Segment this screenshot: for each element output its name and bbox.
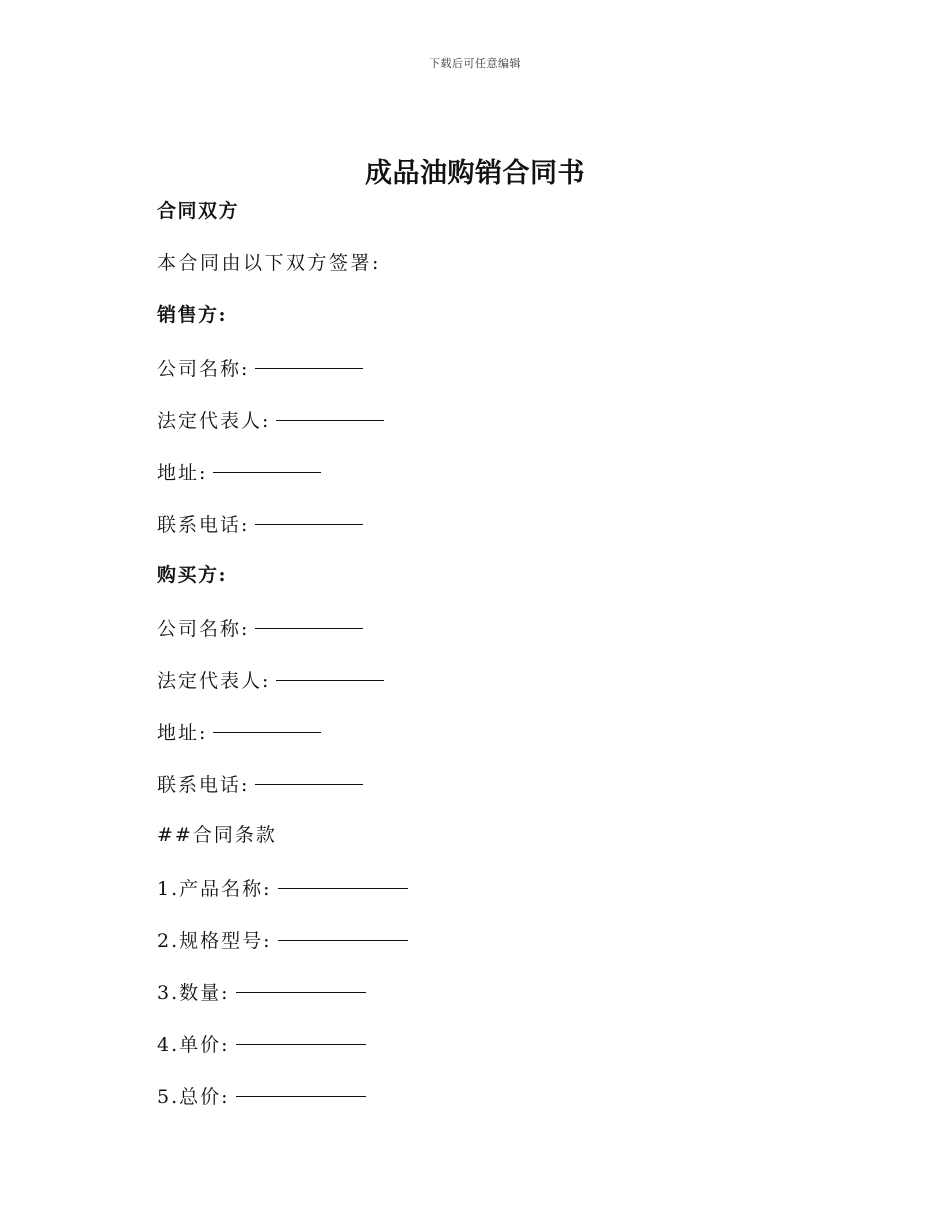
term-quantity [157,976,797,1028]
buyer-heading: 购买方: [157,564,228,586]
term-unit-price-blank[interactable] [236,1022,366,1045]
buyer-legal-rep-label: 法定代表人: [157,670,271,692]
seller-phone-field [157,508,797,560]
buyer-address-blank[interactable] [213,710,321,733]
intro-text: 本合同由以下双方签署: [157,252,381,274]
buyer-phone-field [157,768,797,820]
parties-heading: 合同双方 [157,200,240,222]
term-quantity-label: 3.数量: [157,982,230,1004]
terms-heading: ##合同条款 [157,824,277,846]
term-product-name-label: 1.产品名称: [157,878,272,900]
term-spec-model [157,924,797,976]
term-quantity-blank[interactable] [236,970,366,993]
buyer-legal-rep-blank[interactable] [276,658,384,681]
term-product-name [157,872,797,924]
buyer-company-blank[interactable] [255,606,363,629]
buyer-address-label: 地址: [157,722,208,744]
seller-legal-rep-blank[interactable] [276,398,384,421]
seller-address-blank[interactable] [213,450,321,473]
term-product-name-blank[interactable] [278,866,408,889]
buyer-address-field [157,716,797,768]
term-spec-model-blank[interactable] [278,918,408,941]
seller-address-label: 地址: [157,462,208,484]
buyer-company-label: 公司名称: [157,618,250,640]
term-unit-price-label: 4.单价: [157,1034,230,1056]
buyer-company-field [157,612,797,664]
buyer-legal-rep-field [157,664,797,716]
term-total-price [157,1080,797,1132]
seller-heading: 销售方: [157,304,228,326]
document-body [157,196,797,1132]
seller-legal-rep-field [157,404,797,456]
seller-legal-rep-label: 法定代表人: [157,410,271,432]
buyer-phone-label: 联系电话: [157,774,250,796]
buyer-phone-blank[interactable] [255,762,363,785]
seller-phone-label: 联系电话: [157,514,250,536]
seller-company-label: 公司名称: [157,358,250,380]
seller-company-field [157,352,797,404]
document-title: 成品油购销合同书 [365,158,585,189]
page-header-note: 下载后可任意编辑 [429,57,521,70]
seller-address-field [157,456,797,508]
term-total-price-blank[interactable] [236,1074,366,1097]
term-total-price-label: 5.总价: [157,1086,230,1108]
term-spec-model-label: 2.规格型号: [157,930,272,952]
term-unit-price [157,1028,797,1080]
seller-company-blank[interactable] [255,346,363,369]
seller-phone-blank[interactable] [255,502,363,525]
